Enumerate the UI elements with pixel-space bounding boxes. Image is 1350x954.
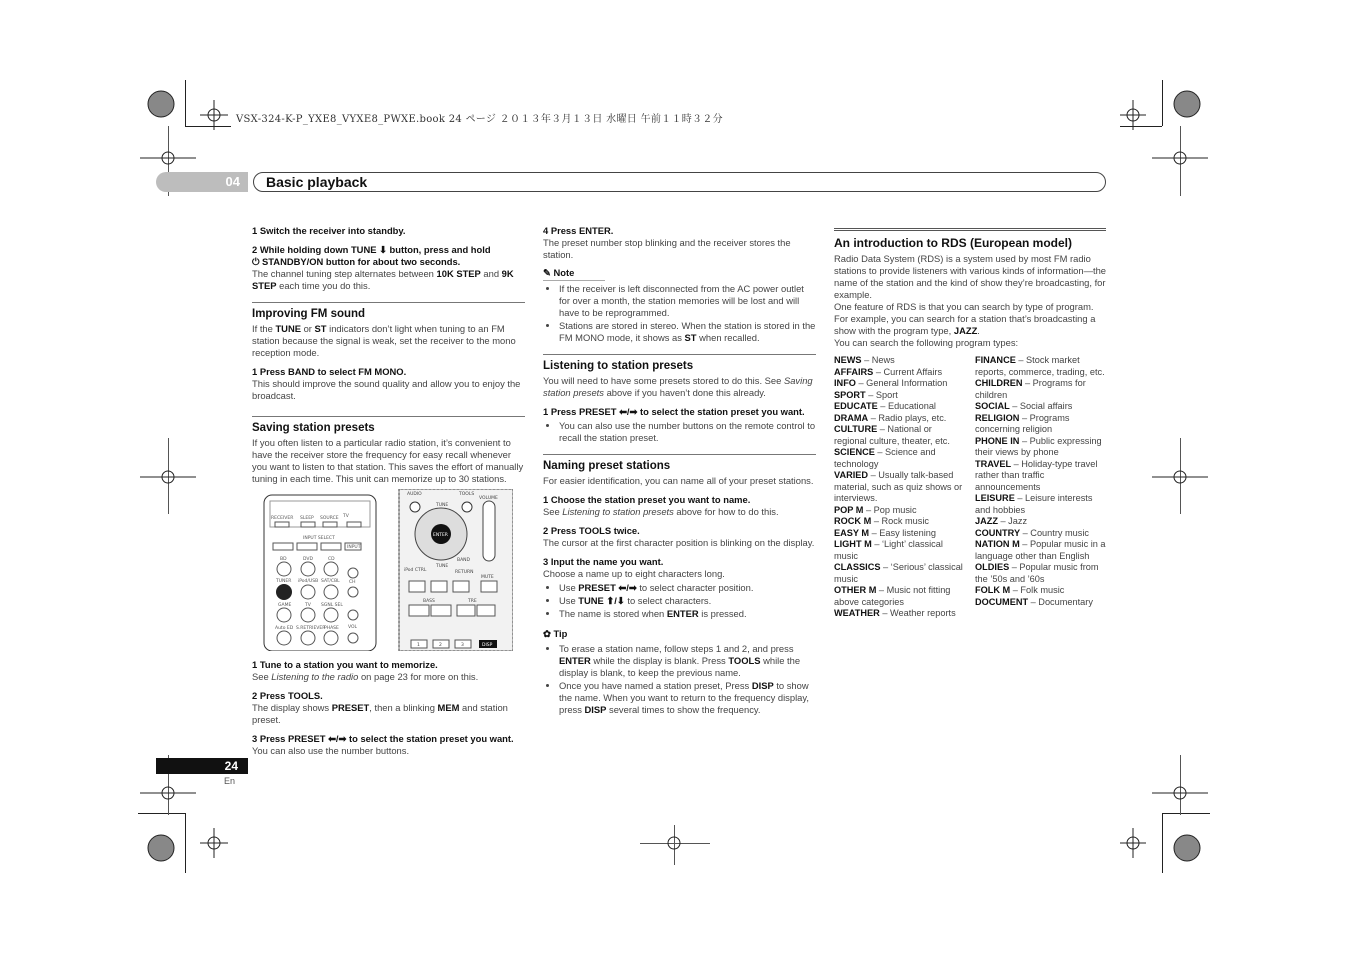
program-type-desc: – Radio plays, etc. bbox=[868, 412, 947, 423]
program-type-code: SPORT bbox=[834, 389, 866, 400]
naming-text: For easier identification, you can name all of your preset stations. bbox=[543, 475, 814, 486]
svg-text:INPUT SELECT: INPUT SELECT bbox=[303, 536, 335, 541]
svg-text:SAT/CBL: SAT/CBL bbox=[321, 579, 340, 584]
program-type-desc: – Social affairs bbox=[1009, 401, 1073, 411]
svg-text:CH: CH bbox=[349, 580, 356, 585]
press-preset-text: You can also use the number buttons. bbox=[252, 745, 410, 756]
page-number: 24 bbox=[224, 759, 238, 773]
program-type-code: JAZZ bbox=[975, 516, 998, 526]
program-type-code: DRAMA bbox=[834, 412, 869, 423]
chapter-number-tab bbox=[156, 172, 248, 192]
svg-text:TUNER: TUNER bbox=[276, 579, 292, 584]
program-type-desc: – Popular music in a language other than English bbox=[975, 539, 1106, 561]
program-type-item bbox=[975, 493, 1106, 516]
program-type-desc: – Pop music bbox=[863, 504, 917, 515]
svg-text:VOL: VOL bbox=[348, 625, 358, 630]
svg-text:ENTER: ENTER bbox=[433, 533, 448, 538]
svg-text:BASS: BASS bbox=[423, 599, 435, 604]
svg-text:BD: BD bbox=[280, 557, 287, 562]
program-type-desc: – ‘Serious’ classical music bbox=[834, 562, 963, 584]
program-type-item bbox=[834, 367, 964, 379]
program-type-code: NEWS bbox=[834, 355, 862, 365]
select-preset-list bbox=[543, 420, 816, 444]
program-type-item bbox=[834, 390, 964, 402]
program-type-item bbox=[975, 436, 1106, 459]
program-type-item bbox=[834, 539, 964, 562]
program-type-item bbox=[834, 424, 964, 447]
program-types-right bbox=[975, 355, 1106, 608]
step-fm-mono: 1 Press BAND to select FM MONO. bbox=[252, 366, 407, 377]
program-type-desc: – Current Affairs bbox=[873, 366, 943, 377]
tip-heading: ✿ Tip bbox=[543, 628, 568, 639]
svg-text:TV: TV bbox=[343, 514, 349, 519]
heading-improving-fm: Improving FM sound bbox=[252, 302, 525, 320]
step-press-preset: 3 Press PRESET ⬅/➡ to select the station preset you want. bbox=[252, 733, 514, 744]
program-type-code: ROCK M bbox=[834, 516, 872, 526]
note-list bbox=[543, 283, 816, 344]
list-item: • The name is stored when ENTER is pressed. bbox=[559, 608, 816, 620]
svg-text:AUDIO: AUDIO bbox=[407, 492, 422, 497]
remote-label-receiver: RECEIVER bbox=[271, 516, 294, 521]
step-hold-tune: 2 While holding down TUNE ⬇ button, press and hold bbox=[252, 244, 491, 255]
program-type-desc: – Programs concerning religion bbox=[975, 412, 1070, 434]
program-type-code: SOCIAL bbox=[975, 401, 1010, 411]
svg-text:VOLUME: VOLUME bbox=[479, 496, 498, 501]
program-type-desc: – ‘Light’ classical music bbox=[834, 539, 943, 561]
step-input-name: 3 Input the name you want. bbox=[543, 556, 664, 567]
svg-text:TV: TV bbox=[305, 603, 311, 608]
tip-item: • To erase a station name, follow steps 1 and 2, and press ENTER while the display is blank. Press TOOLS while the display is blank, to keep the previous name. bbox=[559, 643, 816, 679]
program-type-desc: – Educational bbox=[877, 401, 936, 411]
page-number-tab bbox=[156, 758, 248, 774]
svg-text:SOURCE: SOURCE bbox=[320, 516, 339, 521]
program-type-code: CLASSICS bbox=[834, 562, 881, 572]
svg-text:iPod CTRL: iPod CTRL bbox=[404, 568, 427, 573]
program-type-code: CHILDREN bbox=[975, 378, 1023, 388]
heading-listening-presets: Listening to station presets bbox=[543, 354, 816, 372]
column-2 bbox=[543, 225, 816, 717]
program-type-code: FINANCE bbox=[975, 355, 1016, 365]
svg-text:DVD: DVD bbox=[303, 557, 313, 562]
program-type-item bbox=[834, 562, 964, 585]
program-types-left bbox=[834, 355, 964, 620]
program-type-desc: – Usually talk-based material, such as quiz shows or interviews. bbox=[834, 470, 963, 503]
svg-text:GAME: GAME bbox=[278, 603, 292, 608]
svg-text:TUNE: TUNE bbox=[436, 503, 449, 508]
list-item: • Use PRESET ⬅/➡ to select character position. bbox=[559, 582, 816, 594]
step-tools-twice: 2 Press TOOLS twice. bbox=[543, 525, 640, 536]
program-type-desc: – Popular music from the ’50s and ’60s bbox=[975, 562, 1099, 584]
program-type-code: RELIGION bbox=[975, 412, 1020, 423]
svg-text:MUTE: MUTE bbox=[481, 575, 494, 580]
program-type-code: TRAVEL bbox=[975, 458, 1012, 469]
column-1 bbox=[252, 225, 525, 485]
press-enter-text: The preset number stop blinking and the receiver stores the station. bbox=[543, 237, 791, 260]
program-type-desc: – Leisure interests and hobbies bbox=[975, 493, 1093, 515]
program-type-code: NATION M bbox=[975, 539, 1020, 549]
list-item: • Use TUNE ⬆/⬇ to select characters. bbox=[559, 595, 816, 607]
program-type-item bbox=[975, 597, 1106, 609]
svg-text:S.RETRIEVER: S.RETRIEVER bbox=[296, 626, 326, 631]
svg-text:SGNL SEL: SGNL SEL bbox=[321, 603, 343, 608]
program-type-code: OLDIES bbox=[975, 562, 1010, 572]
program-type-code: DOCUMENT bbox=[975, 596, 1029, 607]
step-hold-tune-cont: ⏻ STANDBY/ON button for about two seconds. bbox=[252, 256, 461, 267]
program-type-item bbox=[834, 355, 964, 367]
note-icon: ✎ bbox=[543, 267, 554, 278]
program-type-code: POP M bbox=[834, 504, 864, 515]
program-type-code: CULTURE bbox=[834, 424, 878, 434]
svg-text:BAND: BAND bbox=[457, 558, 470, 563]
rds-search-text: One feature of RDS is that you can search by type of program. For example, you can search for a station that’s broadcasting a show with the program type, JAZZ. bbox=[834, 301, 1096, 336]
program-type-desc: – Stock market reports, commerce, trading, etc. bbox=[975, 355, 1105, 377]
list-item: • You can also use the number buttons on the remote control to recall the station preset. bbox=[559, 420, 816, 444]
press-tools-text: The display shows PRESET, then a blinking MEM and station preset. bbox=[252, 702, 508, 725]
tune-station-text: See Listening to the radio on page 23 for more on this. bbox=[252, 671, 479, 682]
note-item: • If the receiver is left disconnected from the AC power outlet for over a month, the station memories will be lost and will have to be reprogrammed. bbox=[559, 283, 816, 319]
program-type-desc: – Holiday-type travel rather than traffic announcements bbox=[975, 458, 1098, 492]
heading-saving-presets: Saving station presets bbox=[252, 416, 525, 434]
svg-text:DISP: DISP bbox=[482, 643, 493, 648]
tuning-step-text: The channel tuning step alternates between 10K STEP and 9K STEP each time you do this. bbox=[252, 268, 514, 291]
remote-illustration bbox=[263, 489, 513, 651]
program-type-desc: – Documentary bbox=[1028, 596, 1093, 607]
program-type-desc: – Public expressing their views by phone bbox=[975, 435, 1102, 457]
program-type-item bbox=[834, 378, 964, 390]
program-type-desc: – News bbox=[861, 355, 895, 365]
program-type-desc: – Folk music bbox=[1010, 585, 1065, 595]
program-type-item bbox=[834, 528, 964, 540]
page-language: En bbox=[224, 776, 236, 786]
svg-text:PHASE: PHASE bbox=[324, 626, 339, 631]
program-type-item bbox=[975, 401, 1106, 413]
input-name-text: Choose a name up to eight characters long. bbox=[543, 568, 725, 579]
program-type-item bbox=[975, 516, 1106, 528]
program-type-code: VARIED bbox=[834, 470, 869, 480]
program-type-code: WEATHER bbox=[834, 608, 880, 618]
svg-text:iPod/USB: iPod/USB bbox=[298, 579, 319, 584]
svg-text:Auto ED: Auto ED bbox=[275, 626, 294, 631]
listening-text: You will need to have some presets stored to do this. See Saving station presets above if you haven’t done this already. bbox=[543, 375, 813, 398]
program-type-desc: – Easy listening bbox=[869, 527, 936, 538]
program-type-code: SCIENCE bbox=[834, 447, 875, 457]
file-header: VSX-324-K-P_YXE8_VYXE8_PWXE.book 24 ページ ２０１３年３月１３日 水曜日 午前１１時３２分 bbox=[236, 114, 723, 125]
chapter-bar bbox=[156, 172, 1106, 192]
program-type-code: FOLK M bbox=[975, 585, 1011, 595]
program-type-item bbox=[975, 355, 1106, 378]
input-name-list bbox=[543, 582, 816, 620]
chapter-title: Basic playback bbox=[266, 174, 368, 190]
fm-mono-text: This should improve the sound quality and allow you to enjoy the broadcast. bbox=[252, 378, 521, 401]
tip-item: • Once you have named a station preset, Press DISP to show the name. When you want to return to the frequency display, press DISP several times to show the frequency. bbox=[559, 680, 816, 716]
program-type-desc: – National or regional culture, theater, etc. bbox=[834, 424, 950, 446]
program-type-desc: – Programs for children bbox=[975, 378, 1086, 400]
step-standby: 1 Switch the receiver into standby. bbox=[252, 225, 406, 236]
step-tune-station: 1 Tune to a station you want to memorize. bbox=[252, 659, 438, 670]
program-type-code: LIGHT M bbox=[834, 539, 872, 549]
heading-rds: An introduction to RDS (European model) bbox=[834, 228, 1106, 249]
svg-text:TRE: TRE bbox=[468, 599, 477, 604]
program-type-desc: – Sport bbox=[865, 389, 898, 400]
program-type-item bbox=[834, 505, 964, 517]
program-type-item bbox=[834, 447, 964, 470]
program-type-desc: – Rock music bbox=[871, 516, 929, 526]
svg-text:RETURN: RETURN bbox=[455, 570, 474, 575]
svg-text:CD: CD bbox=[328, 557, 335, 562]
program-type-code: INFO bbox=[834, 378, 856, 388]
program-type-code: COUNTRY bbox=[975, 527, 1021, 538]
svg-text:TOOLS: TOOLS bbox=[459, 492, 475, 497]
program-type-code: PHONE IN bbox=[975, 435, 1020, 446]
program-type-code: EASY M bbox=[834, 527, 870, 538]
choose-preset-text: See Listening to station presets above for how to do this. bbox=[543, 506, 779, 517]
saving-text: If you often listen to a particular radio station, it’s convenient to have the receiver store the frequency for easy recall whenever you want to listen to that station. This saves the effort of manually tuning in each time. This unit can memorize up to 30 stations. bbox=[252, 437, 524, 484]
program-type-item bbox=[975, 413, 1106, 436]
svg-text:2: 2 bbox=[439, 643, 442, 648]
program-type-desc: – Music not fitting above categories bbox=[834, 585, 951, 607]
program-type-item bbox=[975, 562, 1106, 585]
program-type-item bbox=[834, 470, 964, 505]
tools-twice-text: The cursor at the first character position is blinking on the display. bbox=[543, 537, 815, 548]
chapter-number: 04 bbox=[225, 174, 240, 189]
program-type-item bbox=[975, 459, 1106, 494]
program-type-item bbox=[975, 528, 1106, 540]
program-type-code: LEISURE bbox=[975, 493, 1015, 503]
rds-intro-text: Radio Data System (RDS) is a system used by most FM radio stations to provide listeners with various kinds of information—the name of the station and the kind of show they’re broadcasting, for example. bbox=[834, 253, 1107, 300]
program-type-item bbox=[834, 608, 964, 620]
heading-naming-presets: Naming preset stations bbox=[543, 454, 816, 472]
fm-text: If the TUNE or ST indicators don’t light when tuning to an FM station because the signal is weak, set the receiver to the mono reception mode. bbox=[252, 323, 516, 358]
svg-text:INPUT: INPUT bbox=[347, 545, 361, 550]
program-type-desc: – Science and technology bbox=[834, 447, 936, 469]
tip-list bbox=[543, 643, 816, 716]
program-type-item bbox=[975, 378, 1106, 401]
svg-text:TUNE: TUNE bbox=[436, 564, 449, 569]
program-type-desc: – Weather reports bbox=[879, 608, 956, 618]
program-type-item bbox=[834, 413, 964, 425]
note-heading: ✎ Note bbox=[543, 267, 605, 281]
tip-icon: ✿ bbox=[543, 628, 554, 639]
svg-text:SLEEP: SLEEP bbox=[300, 516, 314, 521]
remote-control-image bbox=[263, 489, 513, 651]
program-type-desc: – Country music bbox=[1020, 527, 1090, 538]
program-type-item bbox=[975, 585, 1106, 597]
program-type-desc: – General Information bbox=[855, 378, 948, 388]
step-press-tools: 2 Press TOOLS. bbox=[252, 690, 323, 701]
svg-text:1: 1 bbox=[417, 643, 420, 648]
program-type-code: EDUCATE bbox=[834, 401, 878, 411]
chapter-title-box bbox=[253, 172, 1106, 192]
step-press-enter: 4 Press ENTER. bbox=[543, 225, 614, 236]
column-1-lower bbox=[252, 659, 525, 757]
step-choose-preset: 1 Choose the station preset you want to name. bbox=[543, 494, 751, 505]
rds-types-intro: You can search the following program types: bbox=[834, 337, 1019, 348]
step-select-preset: 1 Press PRESET ⬅/➡ to select the station preset you want. bbox=[543, 406, 805, 417]
program-type-item bbox=[975, 539, 1106, 562]
program-type-desc: – Jazz bbox=[997, 516, 1028, 526]
column-3 bbox=[834, 228, 1106, 349]
note-item: • Stations are stored in stereo. When the station is stored in the FM MONO mode, it shows as ST when recalled. bbox=[559, 320, 816, 344]
program-type-item bbox=[834, 516, 964, 528]
program-type-code: OTHER M bbox=[834, 585, 877, 595]
program-type-item bbox=[834, 401, 964, 413]
program-type-code: AFFAIRS bbox=[834, 366, 874, 377]
program-type-item bbox=[834, 585, 964, 608]
svg-text:3: 3 bbox=[461, 643, 464, 648]
